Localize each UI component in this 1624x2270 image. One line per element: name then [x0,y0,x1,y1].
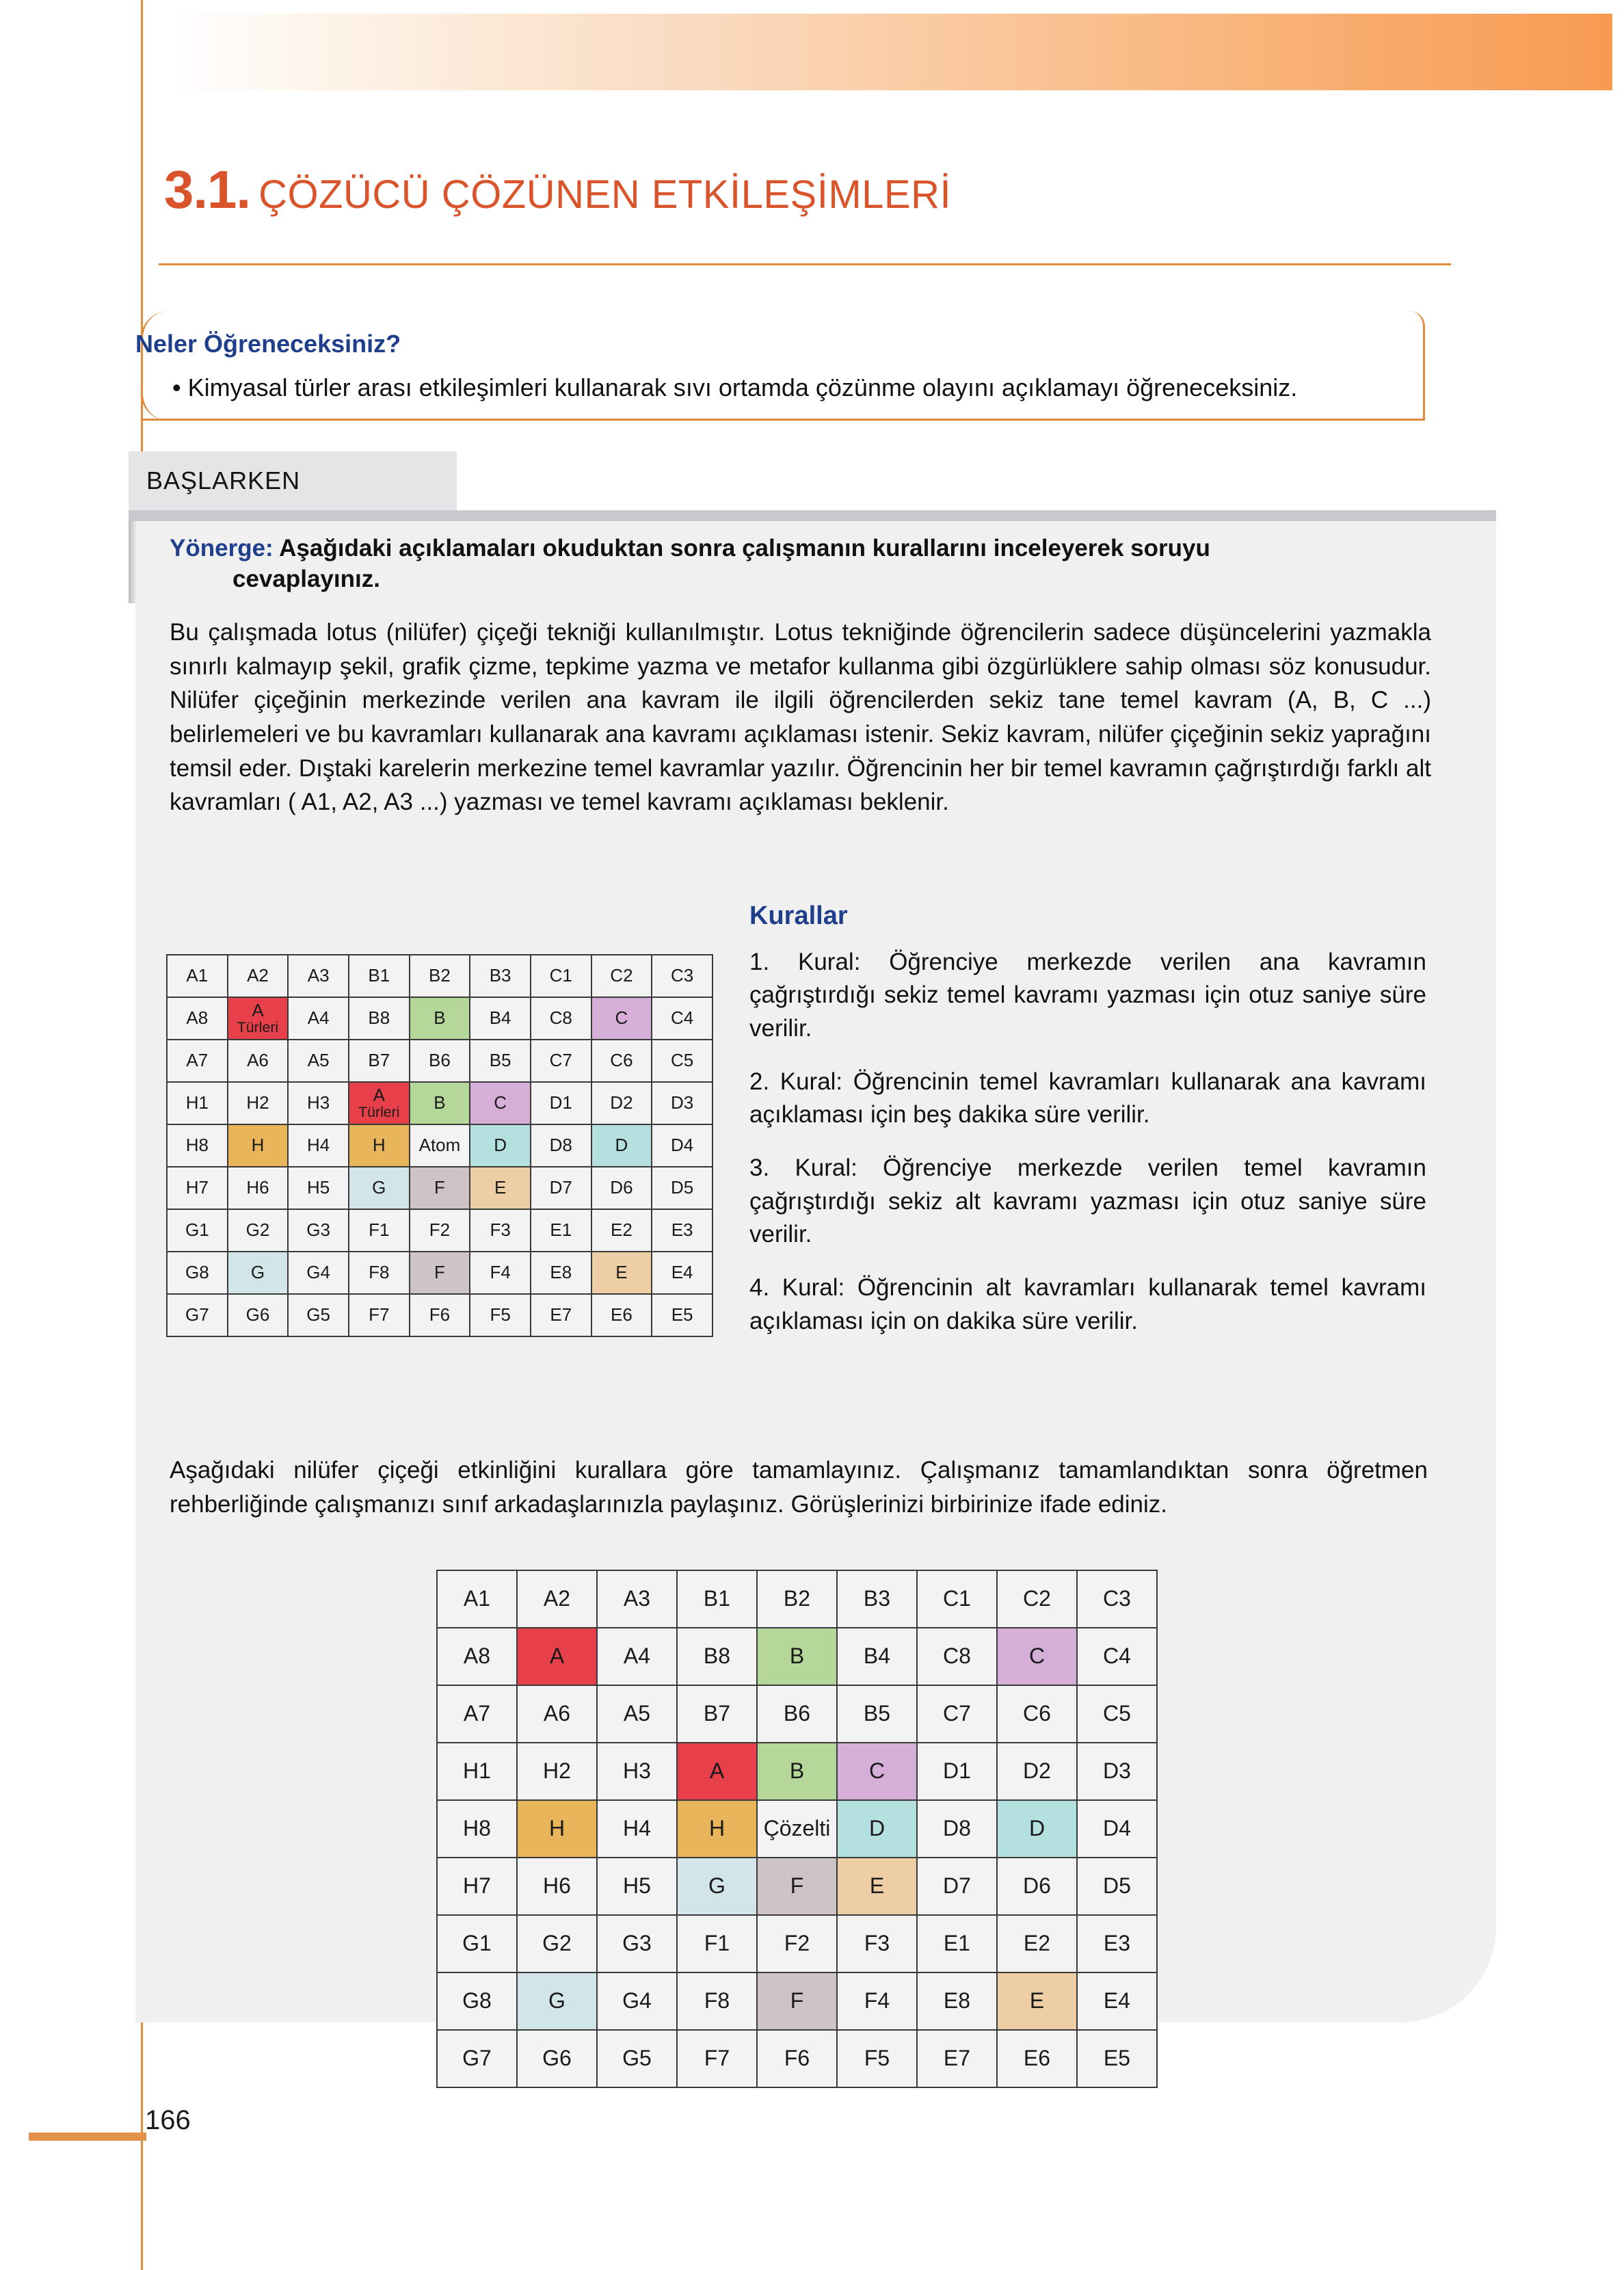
grid-cell: D5 [652,1167,713,1209]
grid-cell-sublabel: Türleri [237,1019,279,1036]
page-title [164,159,1443,220]
grid-cell[interactable]: H7 [437,1858,517,1915]
table-row [167,1082,713,1124]
grid-cell: E5 [652,1294,713,1336]
grid-cell: H4 [288,1124,349,1167]
grid-cell: E [470,1167,531,1209]
top-gradient-banner [170,14,1612,90]
title-underline [159,263,1451,265]
grid-cell: C7 [531,1040,591,1082]
grid-cell: D1 [531,1082,591,1124]
table-row [437,1972,1157,2030]
grid-cell-label: A [373,1085,385,1106]
grid-cell: E4 [652,1252,713,1294]
table-row [167,1124,713,1167]
grid-cell: A1 [167,955,228,997]
grid-cell[interactable]: C6 [997,1685,1077,1743]
grid-cell[interactable]: F2 [757,1915,837,1972]
grid-cell[interactable]: F [757,1858,837,1915]
grid-cell: H7 [167,1167,228,1209]
grid-cell: F8 [349,1252,410,1294]
grid-cell: D [470,1124,531,1167]
table-row [437,1628,1157,1685]
grid-cell[interactable]: B8 [677,1628,757,1685]
grid-cell[interactable]: F5 [837,2030,917,2087]
grid-cell[interactable]: A7 [437,1685,517,1743]
grid-cell[interactable]: D [997,1800,1077,1858]
grid-cell[interactable]: B2 [757,1570,837,1628]
grid-cell[interactable]: D8 [917,1800,997,1858]
table-row [167,1040,713,1082]
section-title: ÇÖZÜCÜ ÇÖZÜNEN ETKİLEŞİMLERİ [258,172,952,217]
table-row [167,1252,713,1294]
rule-item-2: 2. Kural: Öğrencinin temel kavramları kullanarak ana kavramı açıklaması için beş dakika süre verilir. [749,1068,1426,1129]
grid-cell: H2 [228,1082,289,1124]
grid-cell: F4 [470,1252,531,1294]
rules-title: Kurallar [749,901,848,930]
grid-cell: B [410,1082,470,1124]
grid-cell: F3 [470,1209,531,1252]
grid-cell: E2 [591,1209,652,1252]
grid-cell: A5 [288,1040,349,1082]
rule-item-3: 3. Kural: Öğrenciye merkezde verilen temel kavramın çağrıştırdığı sekiz alt kavramı yazması için otuz saniye süre verilir. [749,1154,1426,1248]
grid-cell: A3 [288,955,349,997]
grid-cell[interactable]: B3 [837,1570,917,1628]
grid-cell[interactable]: B [757,1743,837,1800]
grid-cell[interactable]: D6 [997,1858,1077,1915]
grid-cell[interactable]: B1 [677,1570,757,1628]
grid-cell[interactable]: A1 [437,1570,517,1628]
grid-cell: D3 [652,1082,713,1124]
grid-cell: A4 [288,997,349,1040]
grid-cell: G [228,1252,289,1294]
table-row [167,955,713,997]
grid-cell[interactable]: H3 [597,1743,677,1800]
table-row [437,1743,1157,1800]
grid-cell[interactable]: A [517,1628,597,1685]
grid-cell[interactable]: F3 [837,1915,917,1972]
grid-cell: D6 [591,1167,652,1209]
grid-cell[interactable]: G [517,1972,597,2030]
grid-cell: G [349,1167,410,1209]
grid-cell[interactable]: B5 [837,1685,917,1743]
grid-cell[interactable]: F4 [837,1972,917,2030]
grid-cell[interactable]: C2 [997,1570,1077,1628]
grid-cell[interactable]: A2 [517,1570,597,1628]
learning-objective-text: Kimyasal türler arası etkileşimleri kullanarak sıvı ortamda çözünme olayını açıklamayı öğreneceksiniz. [187,373,1298,401]
grid-cell: G2 [228,1209,289,1252]
grid-cell[interactable]: B [757,1628,837,1685]
grid-cell [349,1082,410,1124]
grid-cell: H6 [228,1167,289,1209]
grid-cell[interactable]: F6 [757,2030,837,2087]
grid-cell[interactable]: B7 [677,1685,757,1743]
page-number: 166 [145,2105,191,2135]
yonerge-label: Yönerge: [170,535,274,562]
grid-cell[interactable]: F8 [677,1972,757,2030]
grid-cell[interactable]: H [517,1800,597,1858]
grid-cell: G4 [288,1252,349,1294]
grid-cell: A6 [228,1040,289,1082]
grid-cell: B6 [410,1040,470,1082]
grid-cell[interactable]: E8 [917,1972,997,2030]
section-tab-baslarken [129,451,457,510]
content-panel-shadow [129,521,137,603]
lotus-example-body [167,955,713,1336]
intro-paragraph: Bu çalışmada lotus (nilüfer) çiçeği tekniği kullanılmıştır. Lotus tekniğinde öğrencilerin sadece düşüncelerini yazmakla sınırlı kalmayıp şekil, grafik çizme, tepkime yazma ve metafor kullanma gibi özgürlüklere sahip olması söz konusudur. Nilüfer çiçeğinin merkezinde verilen ana kavram ile ilgili öğrencilerden sekiz tane temel kavram (A, B, C ...) belirlemeleri ve bu kavramları kullanarak ana kavramı açıklaması istenir. Sekiz kavram, nilüfer çiçeğinin sekiz yaprağını temsil eder. Dıştaki karelerin merkezine temel kavramlar yazılır. Öğrencinin her bir temel kavramın çağrıştırdığı farklı alt kavramları ( A1, A2, A3 ...) yazması ve temel kavramı açıklaması beklenir. [170,619,1431,816]
grid-cell[interactable]: D7 [917,1858,997,1915]
grid-cell: D2 [591,1082,652,1124]
grid-cell[interactable]: D [837,1800,917,1858]
table-row [437,2030,1157,2087]
grid-cell: C [470,1082,531,1124]
grid-cell[interactable]: F [757,1972,837,2030]
grid-cell[interactable]: A6 [517,1685,597,1743]
grid-cell-label: A [252,1000,264,1021]
lotus-example-table [166,954,713,1337]
table-row [437,1685,1157,1743]
grid-cell: G8 [167,1252,228,1294]
grid-cell[interactable]: C5 [1077,1685,1157,1743]
grid-cell: H8 [167,1124,228,1167]
grid-cell[interactable]: C8 [917,1628,997,1685]
rule-item-1: 1. Kural: Öğrenciye merkezde verilen ana kavramın çağrıştırdığı sekiz temel kavramı yazması için otuz saniye süre verilir. [749,949,1426,1042]
grid-cell[interactable]: H6 [517,1858,597,1915]
grid-cell: B2 [410,955,470,997]
bullet-icon: • [172,373,181,401]
grid-cell[interactable]: H5 [597,1858,677,1915]
grid-cell[interactable]: G [677,1858,757,1915]
grid-cell[interactable]: G6 [517,2030,597,2087]
yonerge-block [170,533,1428,595]
grid-cell: G6 [228,1294,289,1336]
grid-cell[interactable]: C1 [917,1570,997,1628]
learning-objective-item [172,373,1297,402]
grid-cell: D [591,1124,652,1167]
grid-cell[interactable]: E1 [917,1915,997,1972]
grid-cell[interactable]: B4 [837,1628,917,1685]
section-tab-underbar [129,510,1496,521]
grid-cell: F7 [349,1294,410,1336]
yonerge-line-1 [170,533,1428,564]
grid-cell[interactable]: E3 [1077,1915,1157,1972]
grid-cell[interactable]: G2 [517,1915,597,1972]
learning-objectives-box [141,311,1425,421]
lotus-activity-table[interactable] [436,1570,1158,2088]
grid-cell[interactable]: F7 [677,2030,757,2087]
grid-cell: H1 [167,1082,228,1124]
yonerge-line-2: cevaplayınız. [232,565,380,592]
grid-cell[interactable]: E5 [1077,2030,1157,2087]
table-row [437,1915,1157,1972]
grid-cell: B5 [470,1040,531,1082]
grid-cell[interactable]: G4 [597,1972,677,2030]
lotus-example-grid [166,954,713,1337]
grid-cell: B3 [470,955,531,997]
grid-cell[interactable]: E [997,1972,1077,2030]
grid-cell: B [410,997,470,1040]
grid-cell: F [410,1167,470,1209]
grid-cell: F5 [470,1294,531,1336]
grid-cell: B4 [470,997,531,1040]
grid-cell: H [228,1124,289,1167]
grid-cell: G7 [167,1294,228,1336]
grid-cell: E1 [531,1209,591,1252]
grid-cell: E7 [531,1294,591,1336]
grid-cell: A8 [167,997,228,1040]
grid-cell[interactable]: D2 [997,1743,1077,1800]
grid-cell: C1 [531,955,591,997]
rules-column [749,901,1426,1358]
grid-cell: C6 [591,1040,652,1082]
table-row [437,1570,1157,1628]
table-row [167,1209,713,1252]
grid-cell[interactable]: D1 [917,1743,997,1800]
grid-cell[interactable]: E7 [917,2030,997,2087]
table-row [167,997,713,1040]
grid-cell[interactable]: C [997,1628,1077,1685]
grid-cell: C [591,997,652,1040]
table-row [437,1858,1157,1915]
table-row [167,1294,713,1336]
grid-cell: D7 [531,1167,591,1209]
grid-cell[interactable]: A8 [437,1628,517,1685]
grid-cell: G5 [288,1294,349,1336]
table-row [437,1800,1157,1858]
grid-cell: B1 [349,955,410,997]
grid-cell: B7 [349,1040,410,1082]
lotus-activity-body[interactable] [437,1570,1157,2087]
grid-cell: F6 [410,1294,470,1336]
grid-cell: C5 [652,1040,713,1082]
grid-cell: E8 [531,1252,591,1294]
grid-cell-sublabel: Türleri [358,1104,400,1121]
grid-cell[interactable]: A4 [597,1628,677,1685]
grid-cell[interactable]: G8 [437,1972,517,2030]
grid-cell [228,997,289,1040]
learning-objectives-box-arc [141,311,168,421]
grid-cell: H [349,1124,410,1167]
grid-cell[interactable]: H4 [597,1800,677,1858]
grid-cell[interactable]: C7 [917,1685,997,1743]
grid-cell: C3 [652,955,713,997]
grid-cell: F1 [349,1209,410,1252]
grid-cell[interactable]: D5 [1077,1858,1157,1915]
grid-cell: Atom [410,1124,470,1167]
grid-cell: F [410,1252,470,1294]
grid-cell[interactable]: H1 [437,1743,517,1800]
closing-paragraph: Aşağıdaki nilüfer çiçeği etkinliğini kurallara göre tamamlayınız. Çalışmanız tamamlandıktan sonra öğretmen rehberliğinde çalışmanızı sınıf arkadaşlarınızla paylaşınız. Görüşlerinizi birbirinize ifade ediniz. [170,1457,1428,1518]
grid-cell: C8 [531,997,591,1040]
grid-cell: H3 [288,1082,349,1124]
grid-cell: C4 [652,997,713,1040]
grid-cell[interactable]: D3 [1077,1743,1157,1800]
grid-cell[interactable]: E2 [997,1915,1077,1972]
grid-cell[interactable]: Çözelti [757,1800,837,1858]
grid-cell[interactable]: G3 [597,1915,677,1972]
grid-cell[interactable]: D4 [1077,1800,1157,1858]
footer-accent-bar [29,2133,146,2141]
grid-cell[interactable]: A5 [597,1685,677,1743]
grid-cell: E3 [652,1209,713,1252]
grid-cell: G1 [167,1209,228,1252]
grid-cell[interactable]: G7 [437,2030,517,2087]
section-number: 3.1. [164,159,251,220]
section-tab-label: BAŞLARKEN [146,466,301,494]
grid-cell[interactable]: H [677,1800,757,1858]
grid-cell: C2 [591,955,652,997]
grid-cell[interactable]: H2 [517,1743,597,1800]
grid-cell[interactable]: C4 [1077,1628,1157,1685]
grid-cell[interactable]: H8 [437,1800,517,1858]
yonerge-text-1: Aşağıdaki açıklamaları okuduktan sonra çalışmanın kurallarını inceleyerek soruyu [279,535,1210,562]
grid-cell[interactable]: E6 [997,2030,1077,2087]
grid-cell: F2 [410,1209,470,1252]
grid-cell: E [591,1252,652,1294]
grid-cell[interactable]: C [837,1743,917,1800]
grid-cell: D4 [652,1124,713,1167]
grid-cell: G3 [288,1209,349,1252]
table-row [167,1167,713,1209]
lotus-activity-grid[interactable] [436,1570,1158,2088]
rule-item-4: 4. Kural: Öğrencinin alt kavramları kullanarak temel kavramı açıklaması için on dakika süre verilir. [749,1274,1426,1334]
learning-objectives-title: Neler Öğreneceksiniz? [135,330,401,358]
grid-cell[interactable]: A3 [597,1570,677,1628]
grid-cell[interactable]: B6 [757,1685,837,1743]
grid-cell: D8 [531,1124,591,1167]
grid-cell: H5 [288,1167,349,1209]
grid-cell: A2 [228,955,289,997]
grid-cell[interactable]: F1 [677,1915,757,1972]
grid-cell: A7 [167,1040,228,1082]
grid-cell: E6 [591,1294,652,1336]
grid-cell[interactable]: G1 [437,1915,517,1972]
grid-cell[interactable]: G5 [597,2030,677,2087]
grid-cell[interactable]: E4 [1077,1972,1157,2030]
grid-cell[interactable]: A [677,1743,757,1800]
grid-cell[interactable]: E [837,1858,917,1915]
grid-cell[interactable]: C3 [1077,1570,1157,1628]
grid-cell: B8 [349,997,410,1040]
